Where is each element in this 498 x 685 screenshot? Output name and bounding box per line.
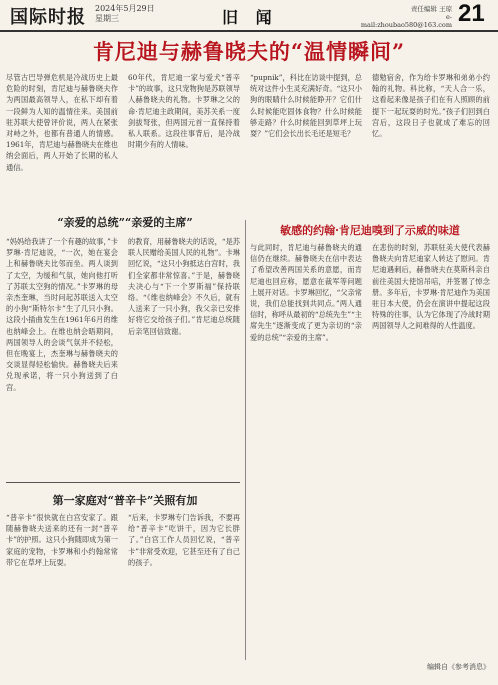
intro-column-4: 德勉宿舍，作为给卡罗琳和弟弟小约翰的礼物。科比称，“天人合一乐，这看起来像是孩子们在有人照顾的前提下一起玩耍的时光。”孩子们回到白宫后，这段日子也就成了难忘的回忆。: [372, 73, 490, 139]
issue-date-value: 2024年5月29日: [95, 4, 155, 13]
subheading-dear-president: “亲爱的总统”“亲爱的主席”: [57, 216, 193, 229]
page-number: 21: [458, 0, 485, 27]
column-divider: [245, 220, 246, 660]
bottom-column-1: “普辛卡”很快就在白宫安家了。跟随赫鲁晓夫送来的还有一封“普辛卡”的护照。这只小狗随即成为第一家庭的宠物，卡罗琳和小约翰常常带它在草坪上玩耍。: [6, 513, 118, 567]
editor-line: 责任编辑 王琼: [410, 5, 452, 13]
issue-weekday: 星期三: [95, 14, 119, 23]
author-byline: 编辑自《参考消息》: [427, 663, 490, 671]
subheading-puppy-care: 第一家庭对“普辛卡”关照有加: [52, 494, 198, 507]
section-divider: [6, 482, 240, 483]
masthead: [0, 0, 498, 32]
subheading-sensitive-jfk: 敏感的约翰·肯尼迪嗅到了示威的味道: [280, 224, 460, 237]
bottom-column-2: “后来，卡罗琳专门告诉我，不要再给“普辛卡”吃饼干，因为它长胖了。”白宫工作人员回忆说，“普辛卡”非常受欢迎，它甚至还有了自己的孩子。: [128, 513, 240, 567]
issue-date: [95, 4, 155, 24]
editor-email: e-mail:zhoubao580@163.com: [360, 13, 452, 29]
body-column-1: “妈妈给我讲了一个有趣的故事，”卡罗琳·肯尼迪说，“一次，她在宴会上和赫鲁晓夫比邻而坐。两人谈到了太空，为缓和气氛，她向他打听了苏联太空狗的情况。”卡罗琳的母亲杰奎琳，当时问起苏联送入太空的小狗“斯特尔卡”生了几只小狗。这段小插曲发生在1961年6月的维也纳峰会上。在维也纳会晤期间，两国领导人的会谈气氛并不轻松，但在晚宴上，杰奎琳与赫鲁晓夫的交谈显得轻松愉快。赫鲁晓夫后来兑现承诺，将一只小狗送到了白宫。: [6, 237, 118, 392]
intro-column-2: 60年代，肯尼迪一家与爱犬“普辛卡”的故事，这只宠物狗是苏联领导人赫鲁晓夫的礼物。卡罗琳之父的命·肯尼迪主政期间，美苏关系一度剑拔弩张，但两国元首一直保持着私人联系。这段往事背后，是冷战时期少有的人情味。: [128, 73, 240, 150]
newspaper-logo: 国际时报: [10, 7, 86, 27]
body-column-4: 在悲伤的时刻，苏联驻美大使代表赫鲁晓夫向肯尼迪家人转达了慰问。肯尼迪遇刺后，赫鲁晓夫在莫斯科亲自前往美国大使馆吊唁，并签署了悼念册。多年后，卡罗琳·肯尼迪作为美国驻日本大使，仍会在演讲中提起这段特殊的往事，认为它体现了冷战时期两国领导人之间难得的人性温度。: [372, 243, 490, 331]
intro-column-1: 尽管古巴导弹危机是冷战历史上最危险的时刻，肯尼迪与赫鲁晓夫作为两国最高领导人，在私下却有着一段鲜为人知的温情往来。美国前驻苏联大使曾评价说，两人在紧张对峙之外，也都有普通人的情感。1961年，肯尼迪与赫鲁晓夫在维也纳会面后，两人开始了长期的私人通信。: [6, 73, 118, 172]
body-column-2: 的教育，用赫鲁晓夫的话说，“是苏联人民赠给美国人民的礼物”。卡琳回忆说，“这只小狗抵达白宫时，我们全家都非常惊喜。”于是，赫鲁晓夫决心与“下一个罗斯福”保持联络。“《维也纳峰会》不久后，就有人送来了一只小狗，我父亲已安排好将它交给孩子们。”肯尼迪总统随后亲笔回信致谢。: [128, 237, 240, 336]
body-column-3: 与此同时，肯尼迪与赫鲁晓夫的通信仍在继续。赫鲁晓夫在信中表达了希望改善两国关系的意愿，而肯尼迪也回应称，愿意在裁军等问题上展开对话。卡罗琳回忆，“父亲常说，我们总能找到共同点。”两人通信时，称呼从最初的“总统先生”“主席先生”逐渐变成了更为亲切的“亲爱的总统”“亲爱的主席”。: [250, 243, 362, 342]
intro-column-3: “pupnik”，科比在访谈中提到，总统对这件小生灵充满好奇。“这只小狗的眼睛什么时候能睁开？它们什么时候能吃固体食物？什么时候能够走路？什么时候能回到草坪上玩耍？”它们会长出长毛还是短毛？: [250, 73, 362, 139]
section-title: 旧 闻: [222, 8, 278, 27]
editor-info: [360, 5, 452, 29]
article-headline: 肯尼迪与赫鲁晓夫的“温情瞬间”: [92, 39, 406, 64]
